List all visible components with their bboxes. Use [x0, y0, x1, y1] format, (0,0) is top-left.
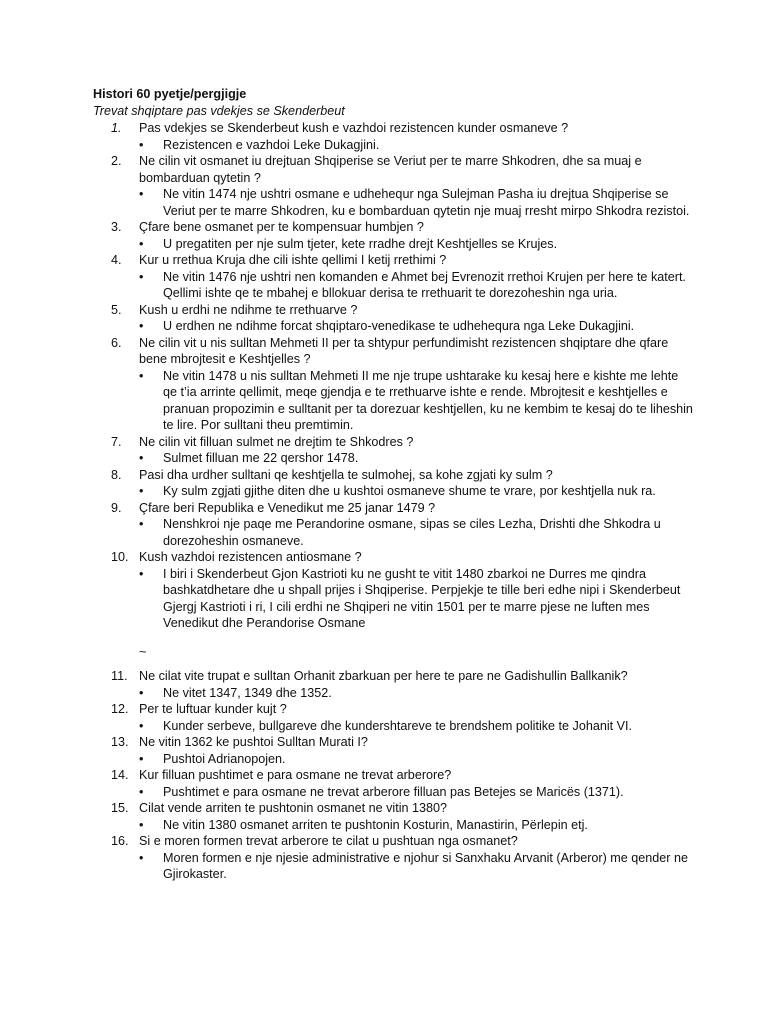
- question-item: [93, 500, 693, 517]
- question-number: 14.: [111, 768, 129, 782]
- bullet-icon: •: [139, 817, 144, 832]
- answer-item: [93, 718, 693, 735]
- answer-text: Ky sulm zgjati gjithe diten dhe u kushtoi osmaneve shume te vrare, por keshtjella nuk ra.: [163, 484, 656, 498]
- bullet-icon: •: [139, 319, 144, 333]
- bullet-icon: •: [139, 566, 144, 581]
- document-title: Histori 60 pyetje/pergjigje: [93, 87, 247, 101]
- answer-text: Pushtoi Adrianopojen.: [163, 751, 286, 766]
- answer-text: Moren formen e nje njesie administrative e njohur si Sanxhaku Arvanit (Arberor) me qender ne Gjirokaster.: [163, 850, 689, 881]
- question-text: Çfare bene osmanet per te kompensuar humbjen ?: [139, 220, 424, 234]
- answer-item: [93, 269, 693, 302]
- answer-item: [93, 450, 693, 467]
- answer-item: [93, 186, 693, 219]
- answer-text: U erdhen ne ndihme forcat shqiptaro-venedikase te udhehequra nga Leke Dukagjini.: [163, 319, 635, 333]
- answer-item: [93, 817, 693, 834]
- question-text: Pas vdekjes se Skenderbeut kush e vazhdoi rezistencen kunder osmaneve ?: [139, 121, 569, 135]
- question-text: Si e moren formen trevat arberore te cilat u pushtuan nga osmanet?: [139, 834, 518, 848]
- question-number: 5.: [111, 302, 122, 317]
- bullet-icon: •: [139, 784, 144, 799]
- answer-text: Ne vitin 1474 nje ushtri osmane e udhehequr nga Sulejman Pasha iu drejtua Shqiperise se Veriut per te marre Shkodren, ku e bombarduan qytetin nje muaj rresht mirpo Shkodra rezistoi.: [163, 187, 690, 218]
- question-item: [93, 153, 693, 186]
- document-subtitle: Trevat shqiptare pas vdekjes se Skenderbeut: [93, 104, 345, 118]
- question-item: [93, 549, 693, 566]
- question-text: Pasi dha urdher sulltani qe keshtjella te sulmohej, sa kohe zgjati ky sulm ?: [139, 467, 553, 482]
- question-item: [93, 120, 693, 137]
- bullet-icon: •: [139, 368, 144, 383]
- question-number: 2.: [111, 154, 122, 168]
- question-number: 1.: [111, 121, 122, 135]
- question-item: [93, 219, 693, 236]
- question-text: Ne vitin 1362 ke pushtoi Sulltan Murati I?: [139, 735, 368, 749]
- question-item: [93, 668, 693, 685]
- question-item: [93, 734, 693, 751]
- answer-item: [93, 566, 693, 632]
- bullet-icon: •: [139, 187, 144, 201]
- bullet-icon: •: [139, 484, 144, 498]
- question-number: 10.: [111, 550, 129, 564]
- bullet-icon: •: [139, 236, 144, 251]
- answer-text: Ne vitin 1380 osmanet arriten te pushtonin Kosturin, Manastirin, Përlepin etj.: [163, 817, 588, 832]
- question-number: 16.: [111, 834, 129, 848]
- question-number: 7.: [111, 434, 122, 449]
- question-number: 12.: [111, 702, 129, 716]
- question-number: 9.: [111, 500, 122, 515]
- answer-text: I biri i Skenderbeut Gjon Kastrioti ku ne gusht te vitit 1480 zbarkoi ne Durres me qindra bashkatdhetare dhe u shpall prijes i Shqiperise. Perpjekje te tille beri edhe nipi i Skenderbeut Gjergj Kastrioti i ri, I cili erdhi ne Shqiperi ne vitin 1501 per te marre pjese ne luften mes Venedikut dhe Perandorise Osmane: [163, 566, 681, 630]
- question-number: 11.: [111, 669, 128, 683]
- question-item: [93, 434, 693, 451]
- question-number: 4.: [111, 253, 122, 267]
- question-text: Ne cilat vite trupat e sulltan Orhanit zbarkuan per here te pare ne Gadishullin Ballkanik?: [139, 669, 628, 683]
- question-number: 13.: [111, 735, 129, 749]
- answer-item: [93, 318, 693, 335]
- answer-item: [93, 368, 693, 434]
- answer-item: [93, 784, 693, 801]
- answer-item: [93, 483, 693, 500]
- question-number: 3.: [111, 220, 122, 234]
- question-item: [93, 701, 693, 718]
- bullet-icon: •: [139, 685, 144, 700]
- question-text: Kur u rrethua Kruja dhe cili ishte qellimi I ketij rrethimi ?: [139, 253, 447, 267]
- question-text: Ne cilin vit osmanet iu drejtuan Shqiperise se Veriut per te marre Shkodren, dhe sa muaj e bombarduan qytetin ?: [139, 154, 642, 185]
- question-item: [93, 252, 693, 269]
- bullet-icon: •: [139, 517, 144, 531]
- bullet-icon: •: [139, 751, 144, 766]
- question-number: 15.: [111, 801, 129, 815]
- question-item: [93, 833, 693, 850]
- answer-text: Kunder serbeve, bullgareve dhe kundershtareve te brendshem politike te Johanit VI.: [163, 718, 633, 733]
- question-text: Çfare beri Republika e Venedikut me 25 janar 1479 ?: [139, 500, 436, 515]
- answer-text: Pushtimet e para osmane ne trevat arberore filluan pas Betejes se Maricës (1371).: [163, 784, 624, 799]
- answer-item: [93, 516, 693, 549]
- question-number: 8.: [111, 467, 122, 482]
- answer-text: Ne vitet 1347, 1349 dhe 1352.: [163, 685, 332, 700]
- question-text: Kur filluan pushtimet e para osmane ne trevat arberore?: [139, 768, 452, 782]
- answer-text: Sulmet filluan me 22 qershor 1478.: [163, 451, 359, 465]
- question-text: Ne cilin vit u nis sulltan Mehmeti II per ta shtypur perfundimisht rezistencen shqiptare dhe qfare bene mbrojtesit e Keshtjelles ?: [139, 335, 669, 366]
- question-text: Cilat vende arriten te pushtonin osmanet ne vitin 1380?: [139, 801, 448, 815]
- question-item: [93, 335, 693, 368]
- answer-item: [93, 850, 693, 883]
- question-text: Per te luftuar kunder kujt ?: [139, 702, 287, 716]
- question-list: [93, 120, 693, 883]
- question-text: Ne cilin vit filluan sulmet ne drejtim te Shkodres ?: [139, 434, 414, 449]
- bullet-icon: •: [139, 451, 144, 465]
- section-separator: ~: [139, 644, 147, 659]
- answer-item: [93, 236, 693, 253]
- answer-text: Rezistencen e vazhdoi Leke Dukagjini.: [163, 137, 380, 152]
- question-item: [93, 467, 693, 484]
- answer-text: Ne vitin 1476 nje ushtri nen komanden e Ahmet bej Evrenozit rrethoi Krujen per here te katert. Qellimi ishte qe te mbahej e bllokuar derisa te rrethuarit te dorezoheshin nga uria.: [163, 269, 686, 300]
- bullet-icon: •: [139, 269, 144, 284]
- answer-text: U pregatiten per nje sulm tjeter, kete rradhe drejt Keshtjelles se Krujes.: [163, 236, 558, 251]
- question-number: 6.: [111, 335, 122, 350]
- answer-text: Ne vitin 1478 u nis sulltan Mehmeti II me nje trupe ushtarake ku kesaj here e kishte me lehte qe t’ia arrinte qellimit, meqe gjendja e te rrethuarve ishte e rende. Mbrojtesit e keshtjelles e pranuan propozimin e sulltanit per ta dorezuar keshtjellen, ku ne kembim te kesaj do te liheshin te lire. Por sulltani theu premtimin.: [163, 368, 693, 432]
- answer-item: [93, 685, 693, 702]
- question-item: [93, 302, 693, 319]
- question-item: [93, 767, 693, 784]
- question-text: Kush u erdhi ne ndihme te rrethuarve ?: [139, 302, 358, 317]
- answer-item: [93, 751, 693, 768]
- bullet-icon: •: [139, 850, 144, 865]
- answer-item: [93, 137, 693, 154]
- answer-text: Nenshkroi nje paqe me Perandorine osmane, sipas se ciles Lezha, Drishti dhe Shkodra u dorezoheshin osmaneve.: [163, 517, 661, 548]
- bullet-icon: •: [139, 718, 144, 733]
- bullet-icon: •: [139, 137, 144, 152]
- question-item: [93, 800, 693, 817]
- question-text: Kush vazhdoi rezistencen antiosmane ?: [139, 550, 362, 564]
